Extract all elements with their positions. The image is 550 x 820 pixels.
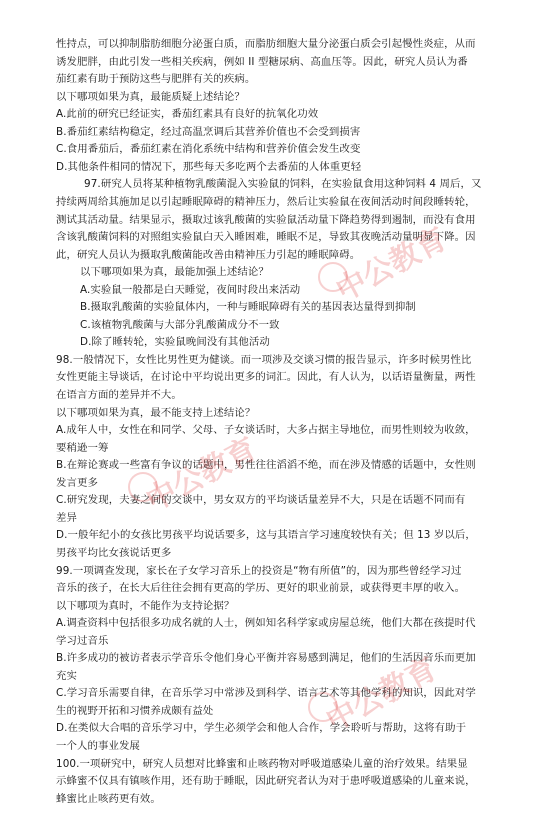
- watermark-2: 中公教育: [140, 431, 263, 519]
- text-line: 在语言方面的差异并不大。: [56, 389, 182, 401]
- text-line: 蜂蜜比止咳药更有效。: [56, 792, 161, 805]
- watermark-logo-icon: [128, 472, 158, 502]
- text-line: C.该植物乳酸菌与大部分乳酸菌成分不一致: [80, 318, 280, 331]
- text-line: 要稍逊一筹: [56, 441, 109, 454]
- text-line: 以下哪项如果为真，最能加强上述结论？: [80, 266, 269, 279]
- text-line: 发言更多: [56, 476, 98, 489]
- text-line: B.番茄红素结构稳定，经过高温烹调后其营养价值也不会受到损害: [56, 125, 361, 138]
- text-line: 持续两周给其施加足以引起睡眠障碍的精神压力，然后让实验鼠在夜间活动时间段睡转轮，: [56, 195, 476, 208]
- text-line: B.许多成功的被访者表示学音乐令他们身心平衡并容易感到满足，他们的生活因音乐而更加: [56, 652, 476, 665]
- text-line: 充实: [56, 669, 77, 682]
- text-line: 生的视野开拓和习惯养成颇有益处: [56, 704, 214, 717]
- text-line: 性持点，可以抑制脂肪细胞分泌蛋白质，而脂肪细胞大量分泌蛋白质会引起慢性炎症，从而: [56, 38, 476, 50]
- text-line: D.在类似大合唱的音乐学习中，学生必须学会和他人合作，学会聆听与帮助，这将有助于: [56, 722, 467, 735]
- text-line: 99.一项调查发现，家长在子女学习音乐上的投资是“物有所值”的，因为那些曾经学习过: [56, 564, 462, 577]
- text-line: 此，研究人员认为摄取乳酸菌能改善由精神压力引起的睡眠障碍。: [56, 248, 361, 261]
- text-line: 以下哪项如果为真，最能质疑上述结论？: [56, 90, 245, 103]
- text-line: 学习过音乐: [56, 634, 109, 647]
- text-line: 女性更能主导谈话，在讨论中平均说出更多的词汇。因此，有人认为，以话语量衡量，两性: [56, 371, 476, 384]
- text-line: 一个人的事业发展: [56, 740, 140, 752]
- text-line: 98.一般情况下，女性比男性更为健谈。而一项涉及交谈习惯的报告显示，许多时候男性比: [56, 353, 472, 366]
- text-line: D.其他条件相同的情况下，那些每天多吃两个去番茄的人体重更轻: [56, 160, 362, 173]
- watermark-logo-icon: [318, 262, 348, 292]
- watermark-logo-icon: [308, 692, 338, 722]
- text-line: A.成年人中，女性在和同学、父母、子女谈话时，大多占据主导地位，而男性则较为收敛，: [56, 424, 476, 437]
- text-line: B.在辩论赛或一些富有争议的话题中，男性往往滔滔不绝，而在涉及情感的话题中，女性则: [56, 459, 476, 472]
- text-line: 诱发肥胖，由此引发一些相关疾病，例如 II 型糖尿病、高血压等。因此，研究人员认为番: [56, 55, 468, 68]
- watermark-1: 中公教育: [330, 221, 453, 309]
- text-line: 以下哪项为真时，不能作为支持论据？: [56, 599, 235, 612]
- text-line: 茄红素有助于预防这些与肥胖有关的疾病。: [56, 73, 256, 86]
- text-line: A.此前的研究已经证实，番茄红素具有良好的抗氧化功效: [56, 108, 319, 121]
- text-line: 以下哪项如果为真，最不能支持上述结论？: [56, 406, 256, 419]
- text-line: 100.一项研究中，研究人员想对比蜂蜜和止咳药物对呼吸道感染儿童的治疗效果。结果显: [56, 757, 468, 770]
- text-line: 97.研究人员将某种植物乳酸菌混入实验鼠的饲料，在实验鼠食用这种饲料 4 周后，又: [84, 178, 482, 191]
- text-line: 示蜂蜜不仅具有镇咳作用，还有助于睡眠，因此研究者认为对于患呼吸道感染的儿童来说，: [56, 775, 476, 788]
- text-line: D.除了睡转轮，实验鼠晚间没有其他活动: [80, 336, 270, 349]
- text-line: A.实验鼠一般都是白天睡觉，夜间时段出来活动: [80, 283, 301, 296]
- text-line: 差异: [56, 511, 77, 524]
- text-line: D.一般年纪小的女孩比男孩平均说话要多，这与其语言学习速度较快有关；但 13 岁以后，: [56, 529, 476, 542]
- text-line: 音乐的孩子，在长大后往往会拥有更高的学历、更好的职业前景，或获得更丰厚的收入。: [56, 582, 466, 595]
- text-line: 测试其活动量。结果显示，摄取过该乳酸菌的实验鼠活动量下降趋势得到遏制，而没有食用: [56, 213, 476, 226]
- text-line: C.食用番茄后，番茄红素在消化系统中结构和营养价值会发生改变: [56, 143, 361, 156]
- text-line: 男孩平均比女孩说话更多: [56, 546, 172, 559]
- text-line: C.学习音乐需要自律，在音乐学习中常涉及到科学、语言艺术等其他学科的知识，因此对学: [56, 687, 476, 700]
- text-line: 含该乳酸菌饲料的对照组实验鼠白天入睡困难，睡眠不足，导致其夜晚活动量明显下降。因: [56, 231, 476, 244]
- watermark-3: 中公教育: [320, 651, 443, 739]
- text-line: B.摄取乳酸菌的实验鼠体内，一种与睡眠障碍有关的基因表达量得到抑制: [80, 301, 416, 314]
- text-line: C.研究发现，夫妻之间的交谈中，男女双方的平均谈话量差异不大，只是在话题不同而有: [56, 494, 466, 507]
- text-line: A.调查资料中包括很多功成名就的人士，例如知名科学家或房屋总统，他们大都在孩提时代: [56, 617, 476, 630]
